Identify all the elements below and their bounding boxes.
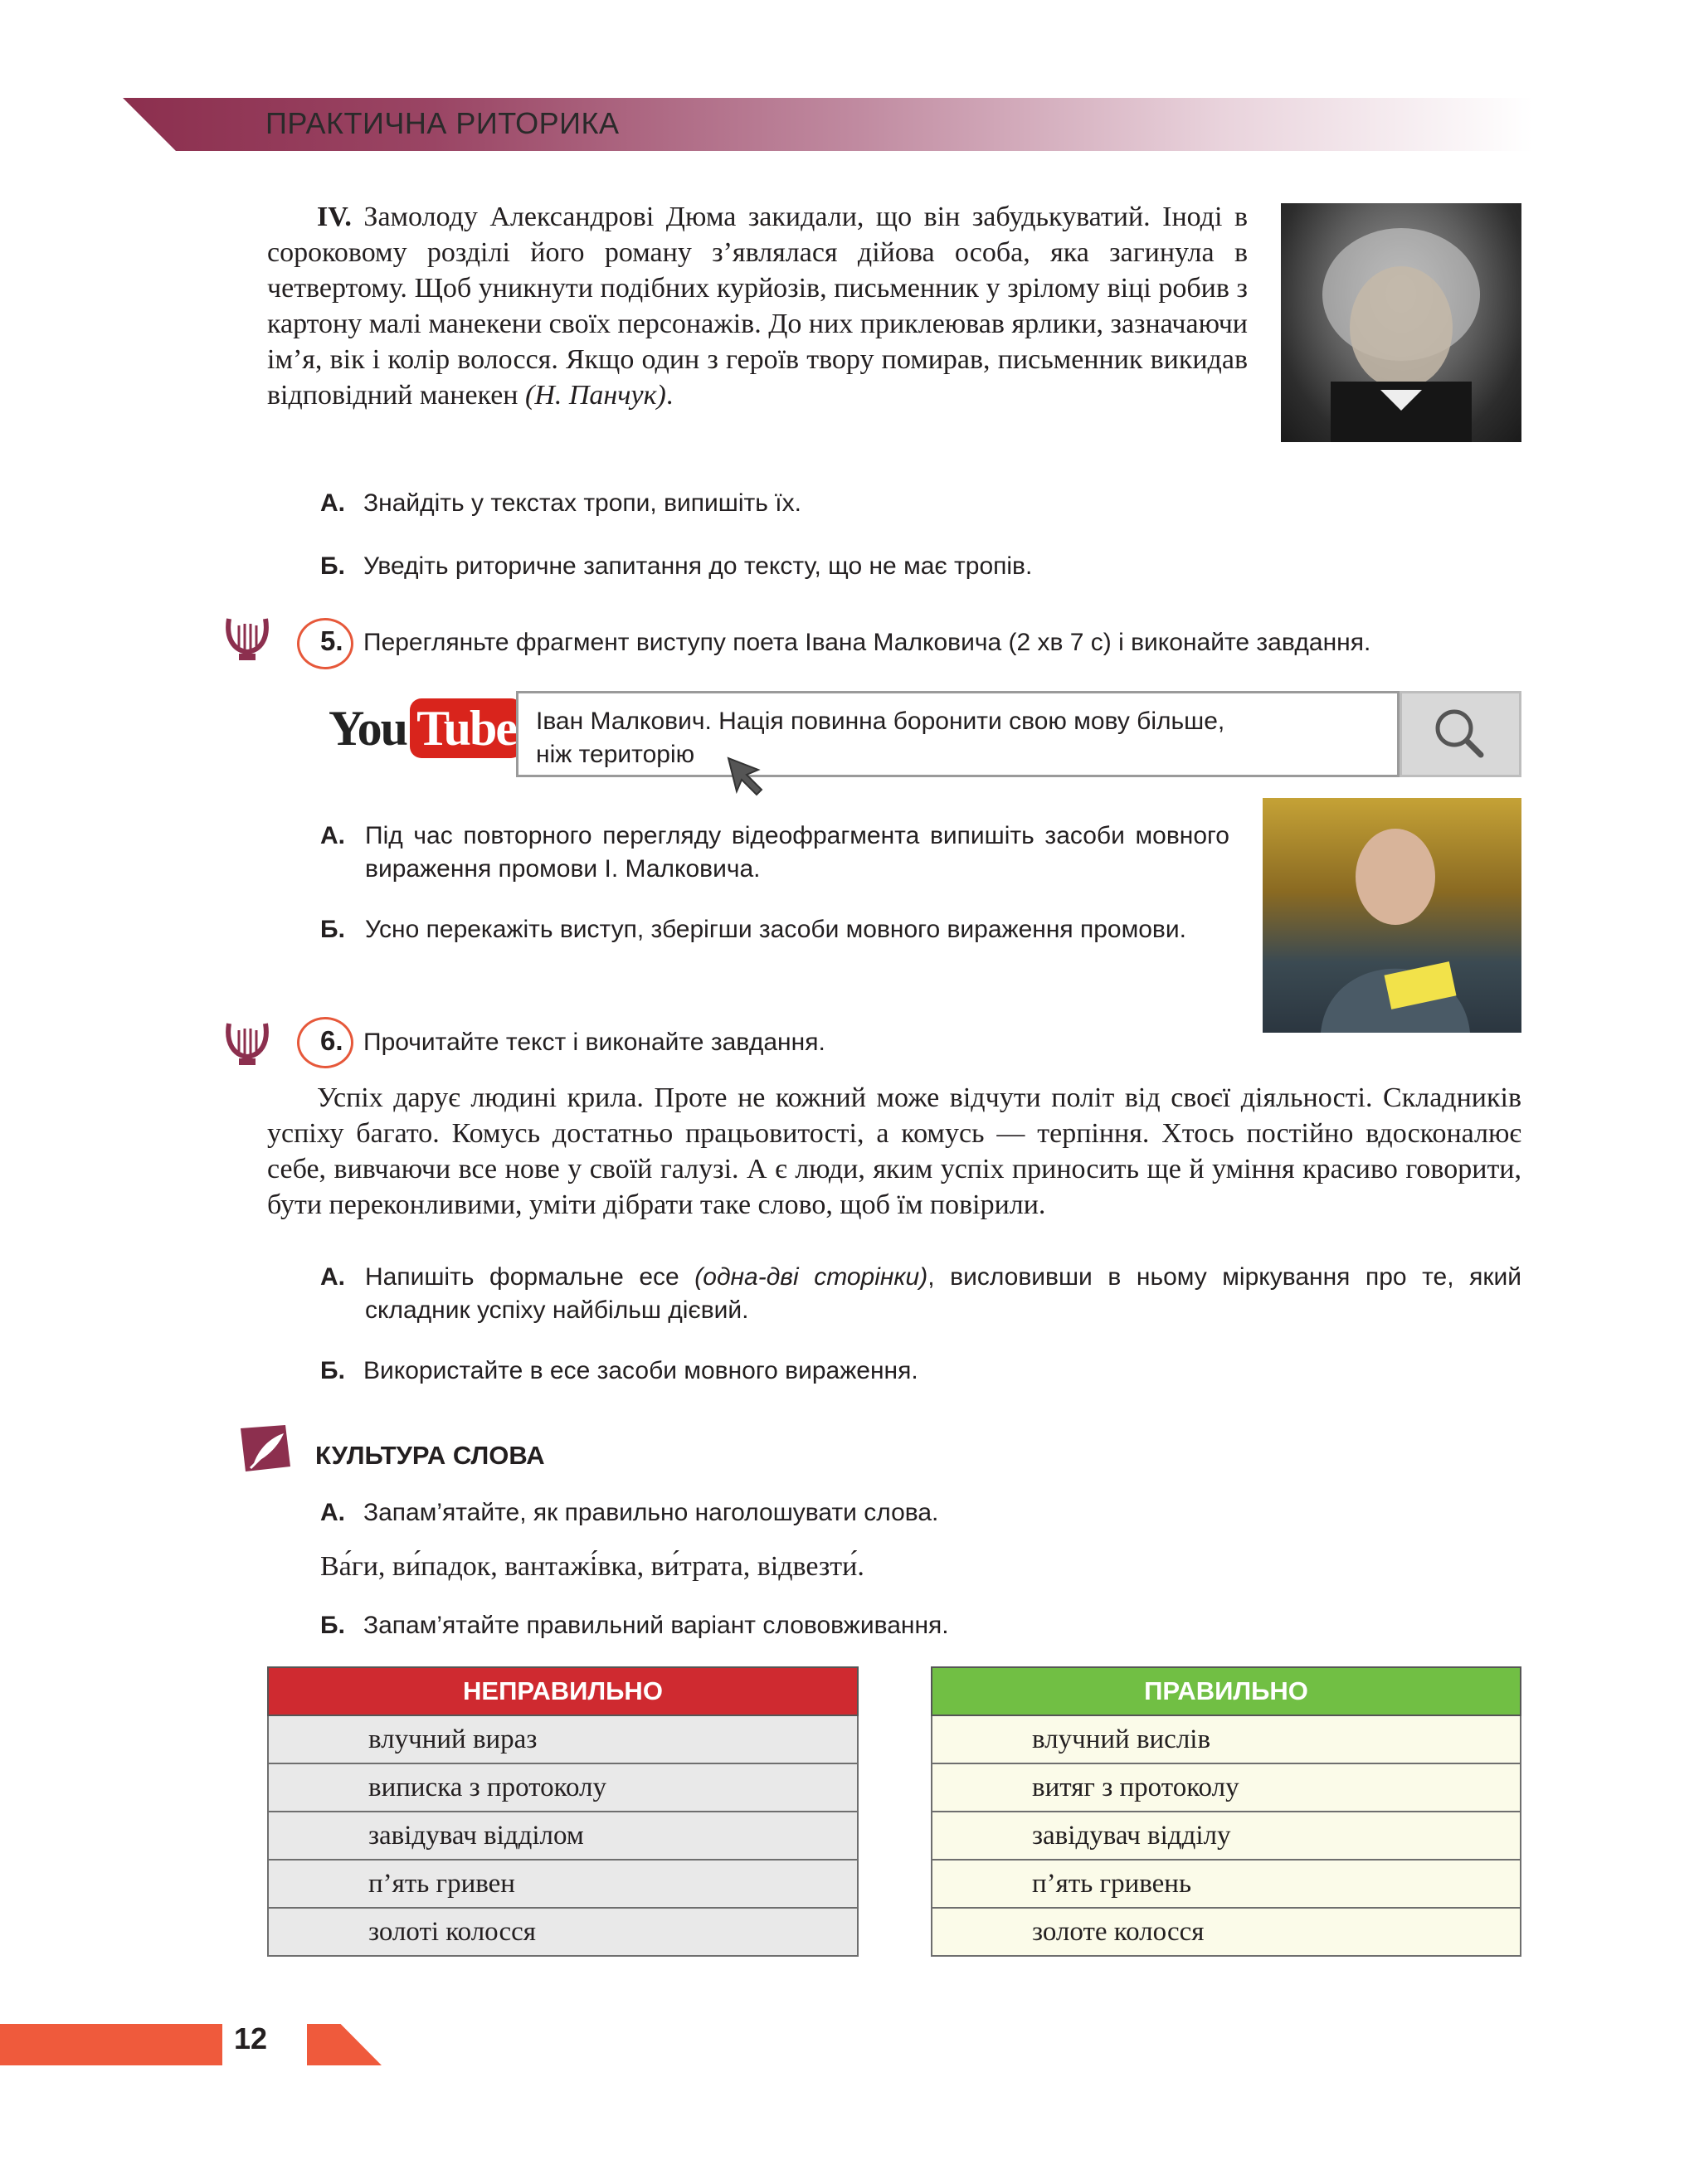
video-search-text <box>536 705 1224 771</box>
culture-title: КУЛЬТУРА СЛОВА <box>315 1441 545 1470</box>
task-letter: А. <box>320 1499 345 1526</box>
wrong-header: НЕПРАВИЛЬНО <box>268 1667 858 1715</box>
right-cell: завідувач відділу <box>932 1812 1521 1860</box>
culture-task-a <box>320 1496 938 1530</box>
task-text-post: , висловивши в ньому міркування про те, який складник успіху найбільш дієвий. <box>365 1263 1522 1324</box>
task-text <box>365 1261 1521 1327</box>
culture-task-b <box>320 1609 949 1642</box>
wrong-cell: виписка з протоколу <box>268 1763 858 1812</box>
section-iv-source: (Н. Панчук) <box>525 380 666 411</box>
task-letter: Б. <box>320 1612 345 1639</box>
task-text: Під час повторного перегляду відеофрагмента випишіть засоби мовного вираження промови І. Малковича. <box>365 822 1229 883</box>
exercise-5-instruction: Перегляньте фрагмент виступу поета Івана Малковича (2 хв 7 с) і виконайте завдання. <box>363 629 1371 656</box>
exercise-5-number: 5. <box>320 625 343 656</box>
right-cell: п’ять гривень <box>932 1860 1521 1908</box>
speaker-photo-image <box>1263 798 1521 1033</box>
section-iv-task-a <box>320 487 801 520</box>
right-cell: золоте колосся <box>932 1908 1521 1956</box>
exercise-5-task-b <box>320 913 1229 946</box>
task-text-italic: (одна-дві сторінки) <box>694 1263 928 1291</box>
search-icon <box>1400 691 1521 777</box>
task-text: Використайте в есе засоби мовного вираження. <box>363 1357 918 1384</box>
search-line-1: Іван Малкович. Нація повинна боронити свою мову більше, <box>536 708 1225 735</box>
lyre-icon <box>222 614 272 668</box>
section-iv-task-b <box>320 550 1032 583</box>
page-number: 12 <box>234 2021 268 2055</box>
right-usage-table <box>931 1666 1521 1957</box>
right-cell: витяг з протоколу <box>932 1763 1521 1812</box>
task-letter: Б. <box>320 916 345 943</box>
exercise-6-task-a <box>320 1261 1521 1327</box>
wrong-cell: п’ять гривен <box>268 1860 858 1908</box>
section-iv-label: IV. <box>317 202 352 232</box>
task-text: Усно перекажіть виступ, зберігши засоби мовного вираження промови. <box>365 916 1186 943</box>
task-text: Запам’ятайте правильний варіант слововживання. <box>363 1612 949 1639</box>
footer-bar <box>0 2024 222 2065</box>
youtube-you: You <box>329 701 407 756</box>
exercise-6-paragraph: Успіх дарує людині крила. Проте не кожний може відчути політ від своєї діяльності. Складників успіху багато. Комусь достатньо працьовитості, а комусь — терпіння. Хтось постійно вдосконалює себе, вивчаючи все нове у своїй галузі. А є люди, яким успіх приносить ще й уміння красиво говорити, бути переконливими, уміти дібрати таке слово, щоб їм повірили. <box>267 1082 1521 1220</box>
stress-words: Ва́ги, ви́падок, вантажі́вка, ви́трата, відвезти́. <box>320 1551 864 1582</box>
section-iv-end: . <box>665 380 674 411</box>
youtube-tube: Tube <box>410 698 523 758</box>
footer-arrow <box>307 2024 382 2065</box>
section-iv-text: Замолоду Александрові Дюма закидали, що він забудькуватий. Іноді в сороковому розділі його роману з’являлася дійова особа, яка загинула в четвертому. Щоб уникнути подібних курйозів, письменник у зрілому віці робив з картону малі манекени своїх персонажів. До них приклеював ярлики, зазначаючи ім’я, вік і колір волосся. Якщо один з героїв твору помирав, письменник викидав відповідний манекен <box>267 202 1248 411</box>
task-text: Уведіть риторичне запитання до тексту, що не має тропів. <box>363 552 1033 580</box>
task-letter: А. <box>320 489 345 517</box>
task-text-pre: Напишіть формальне есе <box>365 1263 695 1291</box>
lyre-icon <box>222 1019 272 1073</box>
task-letter: А. <box>320 1263 345 1291</box>
task-letter: Б. <box>320 552 345 580</box>
task-text: Знайдіть у текстах тропи, випишіть їх. <box>363 489 801 517</box>
exercise-6-instruction: Прочитайте текст і виконайте завдання. <box>363 1029 825 1056</box>
wrong-cell: золоті колосся <box>268 1908 858 1956</box>
page-header-title: ПРАКТИЧНА РИТОРИКА <box>265 106 620 140</box>
wrong-usage-table <box>267 1666 859 1957</box>
exercise-5-task-a <box>320 820 1229 886</box>
search-button[interactable] <box>1400 691 1521 777</box>
exercise-6-number: 6. <box>320 1025 343 1056</box>
cursor-icon <box>725 755 768 802</box>
right-header: ПРАВИЛЬНО <box>932 1667 1521 1715</box>
dumas-portrait-image <box>1281 203 1521 442</box>
exercise-6-task-b <box>320 1355 918 1388</box>
right-cell: влучний вислів <box>932 1715 1521 1763</box>
wrong-cell: влучний вираз <box>268 1715 858 1763</box>
youtube-logo <box>329 698 523 758</box>
task-letter: Б. <box>320 1357 345 1384</box>
section-iv-paragraph <box>267 199 1248 413</box>
wrong-cell: завідувач відділом <box>268 1812 858 1860</box>
search-line-2: ніж територію <box>536 741 695 768</box>
task-text: Запам’ятайте, як правильно наголошувати слова. <box>363 1499 939 1526</box>
task-letter: А. <box>320 822 345 849</box>
quill-book-icon <box>236 1420 295 1484</box>
